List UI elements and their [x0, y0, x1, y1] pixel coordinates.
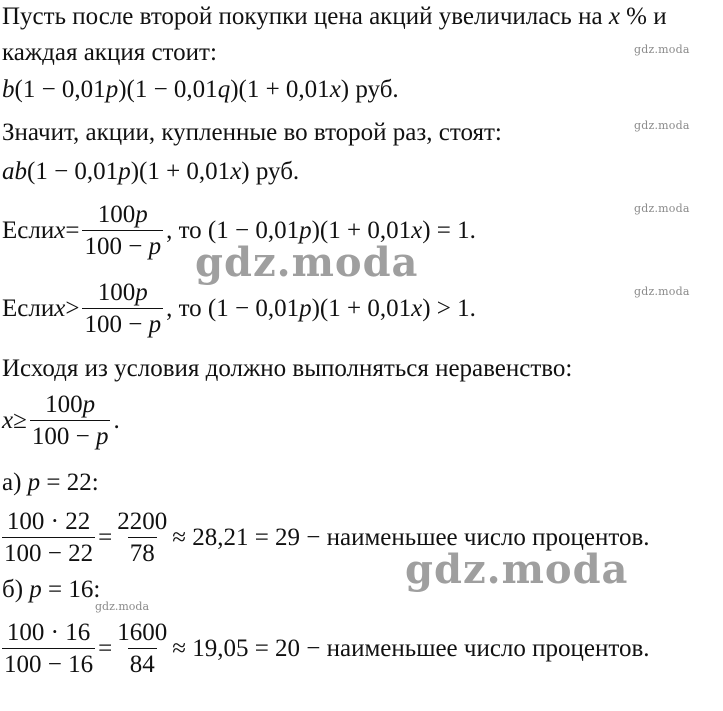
part-b-heading: б) p = 16:	[2, 576, 101, 603]
part-a-heading: а) p = 22:	[2, 469, 99, 496]
watermark: gdz.moda	[634, 119, 690, 132]
formula-second-purchase-cost: ab(1 − 0,01p)(1 + 0,01x) руб.	[2, 158, 300, 185]
fraction: $\frac{100p}{100 - p}$	[84, 201, 162, 260]
text-line-2: каждая акция стоит:	[2, 39, 217, 66]
formula-cost-after-second: b(1 − 0,01p)(1 − 0,01q)(1 + 0,01x) руб.	[2, 76, 399, 103]
fraction: $\frac{100p}{100 - p}$	[31, 391, 109, 450]
formula-if-greater: Если x > $\frac{100p}{100 - p}$ , то (1 − 0,01 p )(1 + 0,01 x ) > 1.	[2, 279, 476, 338]
watermark: gdz.moda	[634, 43, 690, 56]
text-line-4: Значит, акции, купленные во второй раз, стоят:	[2, 119, 502, 146]
fraction: $\frac{2200}{78}$	[117, 508, 168, 567]
watermark: gdz.moda	[634, 202, 690, 215]
watermark: gdz.moda	[634, 285, 690, 298]
watermark: gdz.moda	[405, 546, 629, 593]
watermark: gdz.moda	[95, 600, 150, 613]
part-b-calculation: $\frac{100 \cdot 16}{100 - 16}$ = $\frac{1600}{84}$ ≈ 19,05 = 20 − наименьшее число процентов.	[4, 619, 650, 678]
formula-if-equal: Если x = $\frac{100p}{100 - p}$ , то (1 − 0,01 p )(1 + 0,01 x ) = 1.	[2, 201, 476, 260]
fraction: $\frac{100p}{100 - p}$	[84, 279, 162, 338]
watermark: gdz.moda	[195, 239, 419, 286]
fraction: $\frac{100 \cdot 22}{100 - 22}$	[4, 508, 94, 567]
fraction: $\frac{1600}{84}$	[117, 619, 168, 678]
part-a-calculation: $\frac{100 \cdot 22}{100 - 22}$ = $\frac{2200}{78}$ ≈ 28,21 = 29 − наименьшее число процентов.	[4, 508, 650, 567]
text-line-8: Исходя из условия должно выполняться неравенство:	[2, 355, 573, 382]
fraction: $\frac{100 \cdot 16}{100 - 16}$	[4, 619, 94, 678]
text-line-1: Пусть после второй покупки цена акций увеличилась на x % и	[2, 3, 667, 30]
formula-inequality: x ≥ $\frac{100p}{100 - p}$ .	[2, 391, 120, 450]
